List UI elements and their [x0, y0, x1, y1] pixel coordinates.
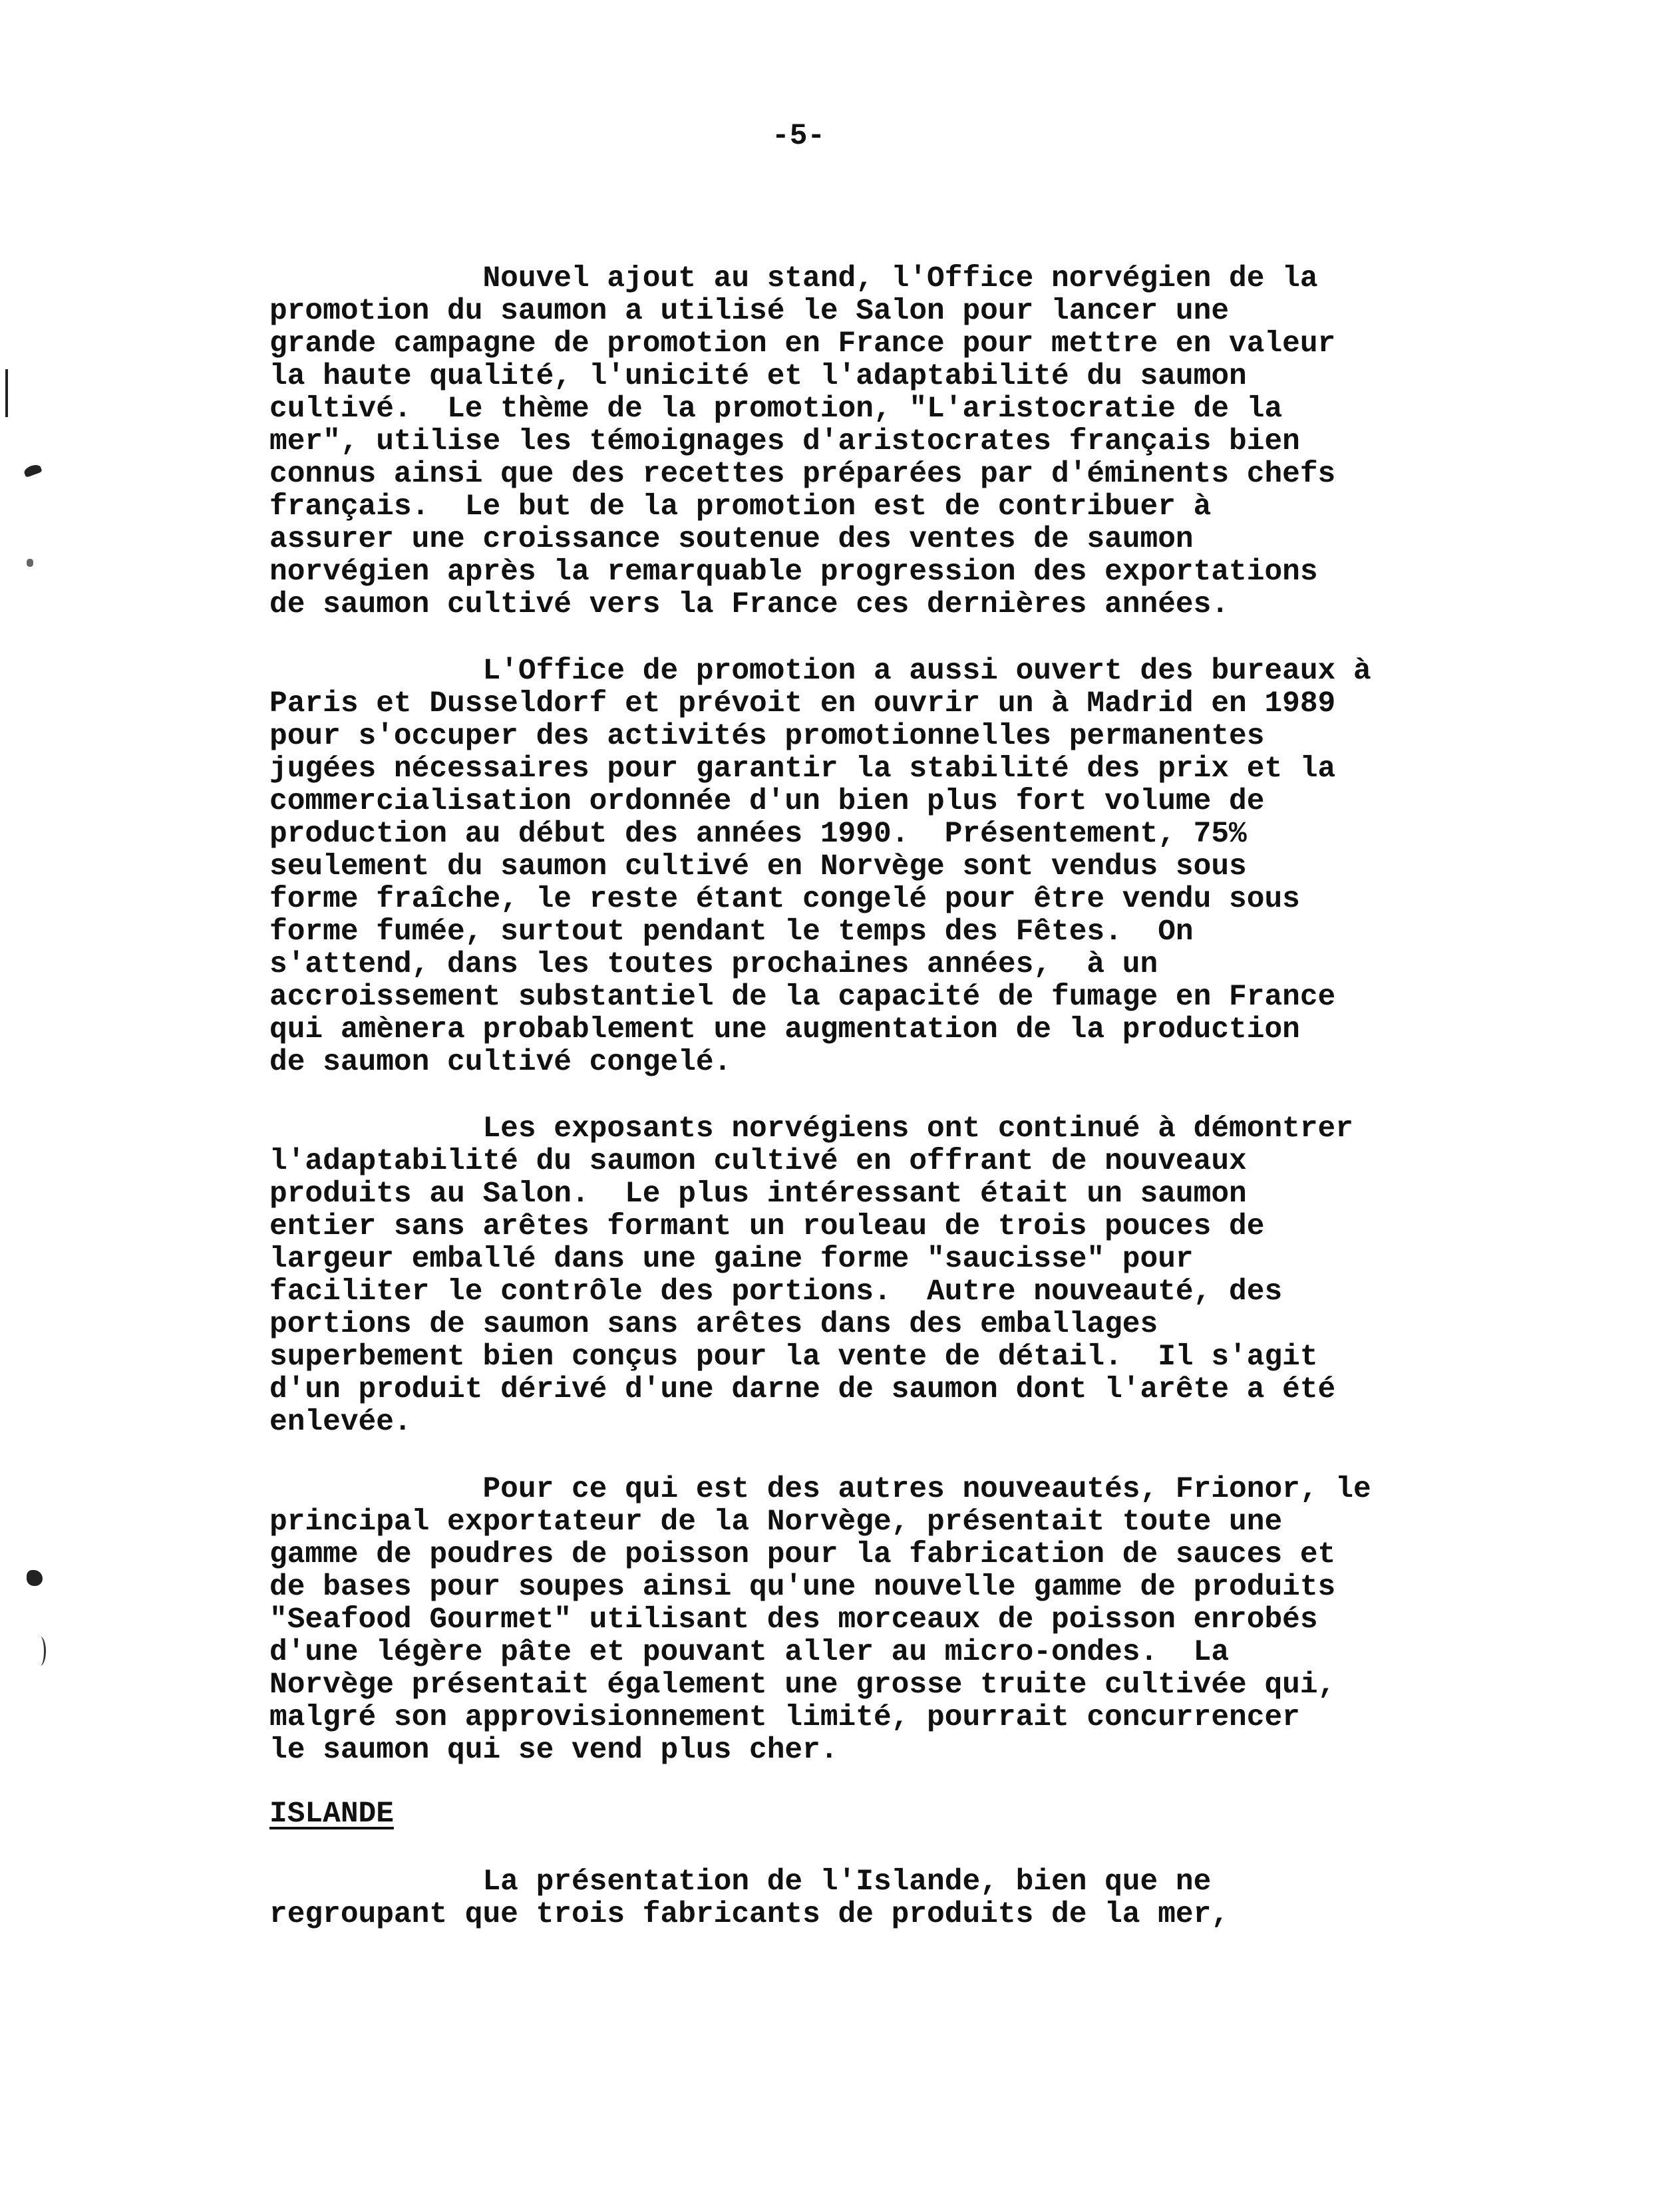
- paragraph-islande: La présentation de l'Islande, bien que ne regroupant que trois fabricants de produits de la mer,: [269, 1865, 1230, 1931]
- page-number: -5-: [772, 120, 826, 153]
- paragraph-promotion-offices: L'Office de promotion a aussi ouvert des bureaux à Paris et Dusseldorf et prévoit en ouvrir un à Madrid en 1989 pour s'occuper des activités promotionnelles permanentes jugées nécessaires pour garantir la stabilité des prix et la commercialisation ordonnée d'un bien plus fort volume de production au début des années 1990. Présentement, 75% seulement du saumon cultivé en Norvège sont vendus sous forme fraîche, le reste étant congelé pour être vendu sous forme fumée, surtout pendant le temps des Fêtes. On s'attend, dans les toutes prochaines années, à un accroissement substantiel de la capacité de fumage en France qui amènera probablement une augmentation de la production de saumon cultivé congelé.: [269, 655, 1371, 1079]
- paragraph-norwegian-exhibitors: Les exposants norvégiens ont continué à démontrer l'adaptabilité du saumon cultivé en offrant de nouveaux produits au Salon. Le plus intéressant était un saumon entier sans arêtes formant un rouleau de trois pouces de largeur emballé dans une gaine forme "saucisse" pour faciliter le contrôle des portions. Autre nouveauté, des portions de saumon sans arêtes dans des emballages superbement bien conçus pour la vente de détail. Il s'agit d'un produit dérivé d'une darne de saumon dont l'arête a été enlevée.: [269, 1112, 1353, 1439]
- scan-curve-mark: [35, 1637, 46, 1666]
- scan-margin-line: [5, 369, 8, 417]
- section-heading-islande: ISLANDE: [269, 1798, 394, 1831]
- paragraph-norway-promotion: Nouvel ajout au stand, l'Office norvégien de la promotion du saumon a utilisé le Salon pour lancer une grande campagne de promotion en France pour mettre en valeur la haute qualité, l'unicité et l'adaptabilité du saumon cultivé. Le thème de la promotion, "L'aristocratie de la mer", utilise les témoignages d'aristocrates français bien connus ainsi que des recettes préparées par d'éminents chefs français. Le but de la promotion est de contribuer à assurer une croissance soutenue des ventes de saumon norvégien après la remarquable progression des exportations de saumon cultivé vers la France ces dernières années.: [269, 262, 1336, 621]
- paragraph-frionor: Pour ce qui est des autres nouveautés, Frionor, le principal exportateur de la Norvège, présentait toute une gamme de poudres de poisson pour la fabrication de sauces et de bases pour soupes ainsi qu'une nouvelle gamme de produits "Seafood Gourmet" utilisant des morceaux de poisson enrobés d'une légère pâte et pouvant aller au micro-ondes. La Norvège présentait également une grosse truite cultivée qui, malgré son approvisionnement limité, pourrait concurrencer le saumon qui se vend plus cher.: [269, 1473, 1371, 1767]
- scan-blot-mark: [23, 463, 42, 478]
- scan-speck-mark: [27, 559, 33, 567]
- scan-blot-mark-lower: [27, 1570, 43, 1586]
